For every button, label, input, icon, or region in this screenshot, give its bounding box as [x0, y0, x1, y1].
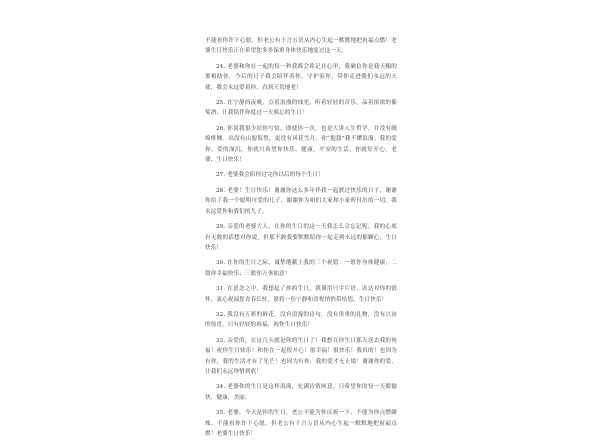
paragraph: 28. 老婆！生日快乐！谢谢你这么多年伴我一起渡过快乐的日子，谢谢你给了我一个聪明可爱的儿子，谢谢你为咱们大家和小家所付出的一切。我永远爱你和我们的儿子。 [205, 187, 397, 215]
paragraph: 30. 在你的生日之际，诚挚地献上我的三个祝愿：一愿你身体健康；二愿你幸福快乐；三愿你万事如意！ [205, 260, 397, 277]
paragraph: 35. 老婆，今天是你的生日，老公不能为你庆祝一下，不能为你点燃蜡烛，不能看你许下心愿，但老公有千言万语从内心生起一默默地把祝福点燃！老婆生日快乐！ [205, 410, 397, 437]
paragraph: 32. 我没有五彩的鲜花，没有浪漫的诗句，没有贵重的礼物，没有兴奋的惊喜，只有轻轻的祝福，祝你生日快乐！ [205, 311, 397, 329]
paragraph: 29. 亲爱的老婆大人，在你的生日的这一天我怎么会忘记呢，我的心底有无数的话想对你说，但那不敢我要默默陪你一起走到永远的那颗心，生日快乐！ [205, 224, 397, 251]
paragraph: 31. 在意念之中，我想起了你的生日，我谨用只字片语，表达对你的情怀，衷心祝福您青春长驻，愿将一份宁静和喜悦悄悄带给您，生日快乐！ [205, 286, 397, 303]
paragraph: 25. 在宁静的夜晚，点着浪漫的烛光，听着轻轻的音乐，品着浓浓的葡萄酒，让我陪伴你度过一天难忘的生日！ [205, 100, 397, 117]
paragraph: 33. 亲爱的，在这几天就是你的生日了！我想在你生日那天送去我的祝福！祝你生日快乐！和你在一起很开心！很幸福！很快乐！我真的！也因为有你，我的生活才有了光芒！也因为有你，我的爱才无止境！谢谢你的爱，让我们永远珍惜到底！ [205, 337, 397, 375]
paragraph: 27. 老婆我会陪你过完你以后的每个生日！ [216, 172, 324, 179]
paragraph: 不能看你许下心愿，但老公有千言万语从内心生起一默默地把祝福点燃！老婆生日快乐正在希望您多多保重身体快乐地度过这一天。 [205, 38, 397, 55]
paragraph: 34. 老婆你的生日是这样浪漫，充满诗情画意，只希望你的每一天都愉快，健康，美丽。 [205, 384, 397, 401]
paragraph: 26. 你说我很少给你写信，即使你一次，也是大讲人生哲学，并没有缠绵悱恻。出没有山盟海誓，更没有风花雪月，你“抱怨”我不懂浪漫。我的爱你，爱的深沉，你就只希望你快乐，健康，平安的生活，你就好开心，老婆，生日快乐！ [205, 125, 397, 164]
article-body [205, 36, 397, 444]
paragraph: 24. 老婆和你在一起的每一秒我都会铭记在心里，我确信你是我天赐的那根肋骨，今后的日子我会陪伴着你，守护着你，带你走进我们永远的天使，我会永远爱着你，直到天荒地老！ [205, 63, 397, 91]
